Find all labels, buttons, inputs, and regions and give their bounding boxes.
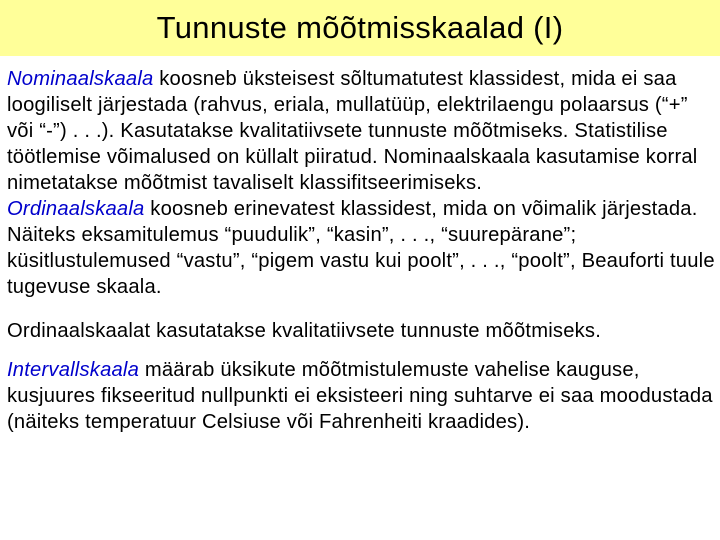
term-interval-scale: Intervallskaala (7, 359, 140, 381)
paragraph-ordinal-scale-text: koosneb erinevatest klassidest, mida on võimalik järjestada. Näiteks eksamitulemus “puudulik”, “kasin”, . . ., “suurepärane”; küsitlustulemused “vastu”, “pigem vastu kui poolt”, . . ., “poolt”, Beauforti tuule tugevuse skaala. (7, 198, 715, 298)
paragraph-nominal-scale (7, 66, 715, 196)
paragraph-nominal-scale-text: koosneb üksteisest sõltumatutest klassidest, mida ei saa loogiliselt järjestada (rahvus, eriala, mullatüüp, elektrilaengu polaarsus (“+” või “-”) . . .). Kasutatakse kvalitatiivsete tunnuste mõõtmiseks. Statistilise töötlemise võimalused on küllalt piiratud. Nominaalskaala kasutamise korral nimetatakse mõõtmist tavaliselt klassifitseerimiseks. (7, 68, 698, 194)
paragraph-interval-scale (7, 357, 715, 435)
paragraph-interval-scale-text: määrab üksikute mõõtmistulemuste vahelise kauguse, kusjuures fikseeritud nullpunkti ei eksisteeri ning suhtarve ei saa moodustada (näiteks temperatuur Celsiuse või Fahrenheiti kraadides). (7, 359, 713, 433)
paragraph-ordinal-usage (7, 318, 715, 344)
paragraph-ordinal-scale (7, 196, 715, 300)
term-nominal-scale: Nominaalskaala (7, 68, 154, 90)
slide-body (7, 66, 715, 435)
title-bar (0, 0, 720, 56)
paragraph-ordinal-usage-text: Ordinaalskaalat kasutatakse kvalitatiivsete tunnuste mõõtmiseks. (7, 320, 602, 342)
term-ordinal-scale: Ordinaalskaala (7, 198, 145, 220)
slide-title: Tunnuste mõõtmisskaalad (I) (156, 10, 564, 45)
